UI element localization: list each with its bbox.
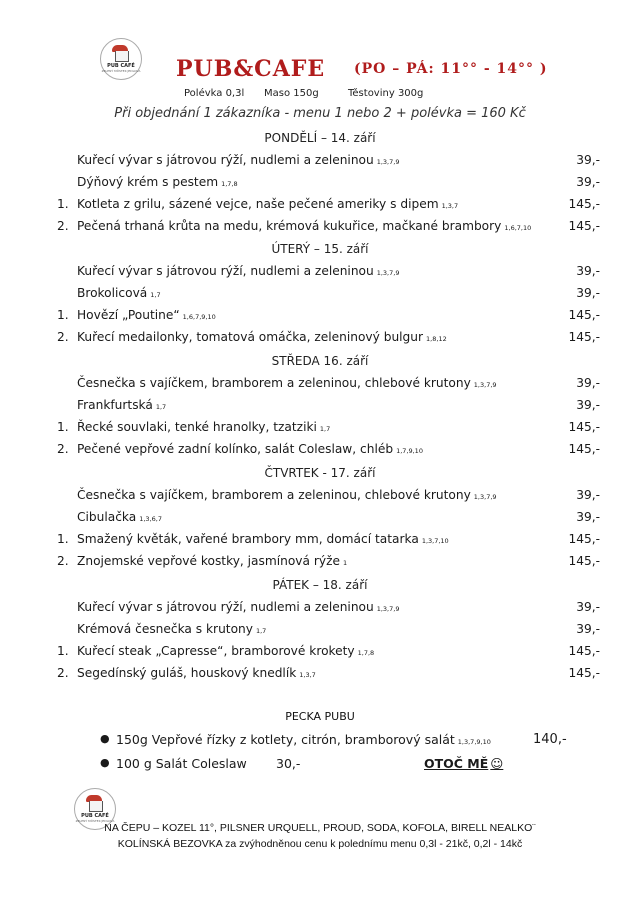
item-number: 2. — [57, 554, 69, 568]
menu-item — [0, 153, 640, 171]
item-number: 2. — [57, 666, 69, 680]
item-price: 39,- — [576, 398, 600, 412]
day-heading: STŘEDA 16. září — [271, 354, 369, 368]
bullet-icon: ● — [100, 732, 110, 745]
item-number: 1. — [57, 420, 69, 434]
item-name: Smažený květák, vařené brambory mm, domácí tatarka 1,3,7,10 — [77, 532, 449, 546]
menu-item — [0, 532, 640, 550]
item-number: 1. — [57, 308, 69, 322]
special-name: 100 g Salát Coleslaw — [116, 756, 247, 771]
portion-soup: Polévka 0,3l — [184, 88, 245, 99]
item-name: Brokolicová 1,7 — [77, 286, 161, 300]
item-price: 39,- — [576, 510, 600, 524]
item-price: 145,- — [568, 532, 600, 546]
opening-hours: (PO – PÁ: 11°° - 14°° ) — [354, 61, 548, 77]
item-number: 1. — [57, 532, 69, 546]
item-name: Znojemské vepřové kostky, jasmínová rýže 1 — [77, 554, 348, 568]
portion-meat: Maso 150g — [264, 88, 319, 99]
menu-item — [0, 197, 640, 215]
item-name: Segedínský guláš, houskový knedlík 1,3,7 — [77, 666, 316, 680]
allergens: 1,3,7 — [299, 671, 316, 679]
item-price: 39,- — [576, 600, 600, 614]
allergens: 1,6,7,10 — [504, 224, 532, 232]
item-name: Česnečka s vajíčkem, bramborem a zeleninou, chlebové krutony 1,3,7,9 — [77, 376, 497, 390]
allergens: 1,7,8 — [221, 180, 238, 188]
allergens: 1,3,7,9,10 — [457, 738, 491, 746]
allergens: 1,3,7,9 — [473, 493, 497, 501]
menu-item — [0, 219, 640, 237]
item-name: Frankfurtská 1,7 — [77, 398, 167, 412]
item-price: 39,- — [576, 175, 600, 189]
footer-bezovka: KOLÍNSKÁ BEZOVKA za zvýhodněnou cenu k polednímu menu 0,3l - 21kč, 0,2l - 14kč — [117, 838, 523, 850]
day-heading: ÚTERÝ – 15. září — [271, 242, 369, 256]
allergens: 1,3,7 — [441, 202, 459, 210]
allergens: 1,3,7,9 — [376, 158, 400, 166]
menu-item — [0, 376, 640, 394]
menu-item — [0, 308, 640, 326]
menu-item — [0, 420, 640, 438]
day-heading: PÁTEK – 18. září — [272, 578, 368, 592]
special-price: 30,- — [276, 756, 301, 771]
item-name: Cibulačka 1,3,6,7 — [77, 510, 162, 524]
page-title: PUB&CAFE — [176, 56, 326, 82]
logo-text: PUB CAFÉ — [107, 63, 135, 69]
allergens: 1,7 — [255, 627, 267, 635]
allergens: 1,3,7,9 — [376, 269, 400, 277]
item-price: 39,- — [576, 488, 600, 502]
item-name: Kotleta z grilu, sázené vejce, naše pečené ameriky s dipem 1,3,7 — [77, 197, 459, 211]
item-price: 145,- — [568, 308, 600, 322]
logo-building — [89, 801, 103, 812]
bullet-icon: ● — [100, 756, 110, 769]
item-price: 145,- — [568, 219, 600, 233]
allergens: 1,7 — [155, 403, 167, 411]
allergens: 1,7,9,10 — [396, 447, 423, 455]
item-name: Řecké souvlaki, tenké hranolky, tzatziki 1,7 — [77, 420, 331, 434]
item-price: 39,- — [576, 622, 600, 636]
special-price: 140,- — [533, 732, 567, 747]
pecka-title: PECKA PUBU — [285, 710, 355, 723]
allergens: 1,3,7,9 — [473, 381, 497, 389]
pub-cafe-logo — [100, 38, 142, 80]
menu-item — [0, 398, 640, 416]
menu-item — [0, 600, 640, 618]
footer-drinks: NA ČEPU – KOZEL 11°, PILSNER URQUELL, PROUD, SODA, KOFOLA, BIRELL NEALKO¨ — [104, 822, 536, 834]
day-heading: ČTVRTEK - 17. září — [264, 466, 376, 480]
item-name: Krémová česnečka s krutony 1,7 — [77, 622, 267, 636]
menu-item — [0, 488, 640, 506]
item-name: Česnečka s vajíčkem, bramborem a zeleninou, chlebové krutony 1,3,7,9 — [77, 488, 497, 502]
item-price: 145,- — [568, 554, 600, 568]
menu-item — [0, 330, 640, 348]
menu-item — [0, 175, 640, 193]
item-price: 39,- — [576, 286, 600, 300]
item-price: 39,- — [576, 153, 600, 167]
item-number: 1. — [57, 197, 69, 211]
menu-item — [0, 510, 640, 528]
item-number: 2. — [57, 442, 69, 456]
item-price: 145,- — [568, 420, 600, 434]
item-price: 145,- — [568, 330, 600, 344]
menu-item — [0, 264, 640, 282]
item-name: Kuřecí steak „Capresse“, bramborové krokety 1,7,8 — [77, 644, 375, 658]
item-number: 2. — [57, 330, 69, 344]
allergens: 1,8,12 — [426, 335, 447, 343]
menu-item — [0, 442, 640, 460]
allergens: 1,3,6,7 — [139, 515, 162, 523]
allergens: 1,3,7,9 — [376, 605, 400, 613]
item-name: Pečené vepřové zadní kolínko, salát Coleslaw, chléb 1,7,9,10 — [77, 442, 423, 456]
item-number: 1. — [57, 644, 69, 658]
item-price: 145,- — [568, 666, 600, 680]
allergens: 1,6,7,9,10 — [182, 313, 216, 321]
logo-subtext: ZELENÝ MŮSTEK JEDLOVÁ — [75, 819, 115, 823]
menu-price-line: Při objednání 1 zákazníka - menu 1 nebo 2 + polévka = 160 Kč — [114, 106, 526, 121]
item-name: Kuřecí vývar s játrovou rýží, nudlemi a zeleninou 1,3,7,9 — [77, 600, 400, 614]
allergens: 1 — [342, 559, 348, 567]
item-name: Kuřecí vývar s játrovou rýží, nudlemi a zeleninou 1,3,7,9 — [77, 264, 400, 278]
allergens: 1,7 — [319, 425, 331, 433]
logo-subtext: ZELENÝ MŮSTEK JEDLOVÁ — [101, 69, 141, 73]
logo-building — [115, 51, 129, 62]
special-name: 150g Vepřové řízky z kotlety, citrón, bramborový salát 1,3,7,9,10 — [116, 732, 491, 747]
item-price: 39,- — [576, 376, 600, 390]
menu-item — [0, 644, 640, 662]
item-price: 145,- — [568, 442, 600, 456]
menu-item — [0, 622, 640, 640]
allergens: 1,7 — [150, 291, 161, 299]
item-name: Dýňový krém s pestem 1,7,8 — [77, 175, 238, 189]
menu-item — [0, 554, 640, 572]
menu-item — [0, 286, 640, 304]
item-name: Hovězí „Poutine“ 1,6,7,9,10 — [77, 308, 216, 322]
menu-item — [0, 666, 640, 684]
portion-pasta: Těstoviny 300g — [348, 88, 424, 99]
turn-over-note: OTOČ MĚ ☺ — [424, 756, 504, 771]
smiley-icon: ☺ — [490, 756, 504, 771]
item-price: 39,- — [576, 264, 600, 278]
logo-text: PUB CAFÉ — [81, 813, 109, 819]
item-price: 145,- — [568, 644, 600, 658]
item-name: Kuřecí medailonky, tomatová omáčka, zeleninový bulgur 1,8,12 — [77, 330, 447, 344]
allergens: 1,3,7,10 — [421, 537, 449, 545]
item-name: Kuřecí vývar s játrovou rýží, nudlemi a zeleninou 1,3,7,9 — [77, 153, 400, 167]
item-number: 2. — [57, 219, 69, 233]
allergens: 1,7,8 — [357, 649, 375, 657]
item-name: Pečená trhaná krůta na medu, krémová kukuřice, mačkané brambory 1,6,7,10 — [77, 219, 532, 233]
day-heading: PONDĚLÍ – 14. září — [264, 131, 376, 145]
item-price: 145,- — [568, 197, 600, 211]
